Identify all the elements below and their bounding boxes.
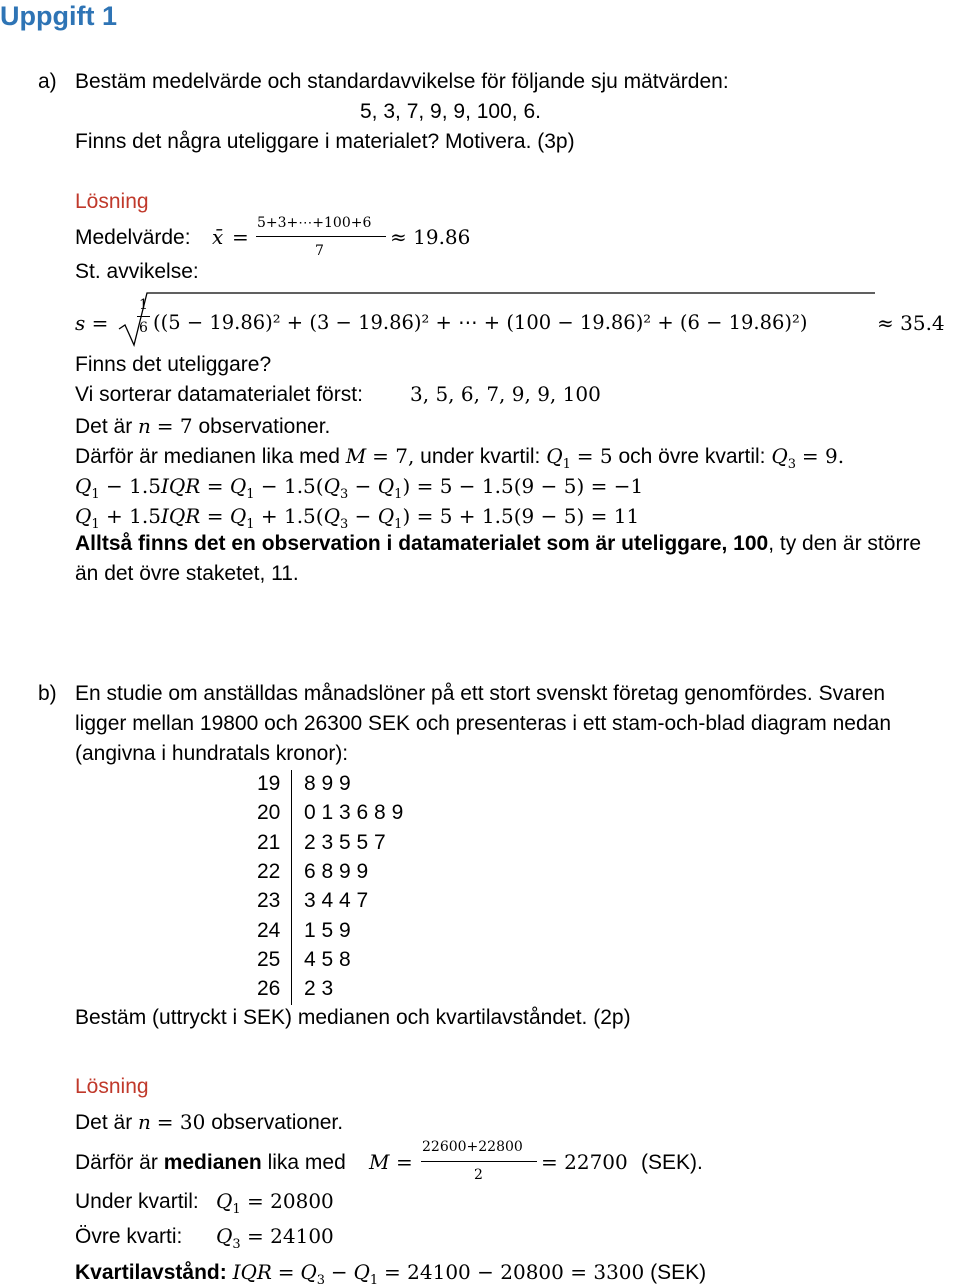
leaf-values: 4 5 8 [304, 948, 351, 971]
sorted-text: Vi sorterar datamaterialet först: [75, 383, 363, 406]
std-frac-num: 1 [139, 297, 148, 313]
solution-heading-a: Lösning [75, 190, 149, 213]
stem-leaf-divider [291, 770, 292, 1005]
lower-quartile-value: $Q_1 = 20800$ [216, 1189, 334, 1217]
part-a-question: Bestäm medelvärde och standardavvikelse för följande sju mätvärden: [75, 70, 729, 93]
mean-denominator: 7 [315, 243, 324, 259]
mean-var: x̄ [212, 225, 224, 249]
stem-value: 20 [257, 801, 281, 824]
page-title: Uppgift 1 [0, 1, 117, 31]
lower-quartile-label: Under kvartil: [75, 1190, 199, 1213]
leaf-values: 2 3 [304, 977, 334, 1000]
leaf-values: 2 3 5 5 7 [304, 831, 386, 854]
median-denominator-b: 2 [474, 1167, 483, 1183]
std-result: ≈ 35.4 [877, 311, 945, 335]
std-frac-den: 6 [139, 320, 148, 336]
mean-label: Medelvärde: [75, 226, 191, 249]
part-b-task: Bestäm (uttryckt i SEK) medianen och kvartilavståndet. (2p) [75, 1006, 631, 1029]
conclusion-a: Alltså finns det en observation i datamaterialet som är uteliggare, 100, ty den är större [75, 532, 922, 555]
std-s: s = [75, 311, 109, 335]
median-text-b: Därför är medianen lika med [75, 1151, 346, 1174]
stem-value: 25 [257, 948, 281, 971]
part-a-label: a) [38, 70, 57, 93]
mean-numerator: 5+3+⋯+100+6 [257, 215, 372, 231]
upper-quartile-label: Övre kvarti: [75, 1225, 183, 1248]
median-quartiles-a: Därför är medianen lika med M = 7, under kvartil: $Q_1 = 5$ och övre kvartil: $Q_3 = 9$. [75, 444, 845, 472]
outlier-question: Finns det uteliggare? [75, 353, 272, 376]
stem-value: 21 [257, 831, 281, 854]
stem-value: 19 [257, 772, 281, 795]
part-a-values: 5, 3, 7, 9, 9, 100, 6. [360, 100, 541, 123]
median-var-b: M [369, 1150, 390, 1174]
std-fraction-line [137, 316, 150, 317]
n-observations-a: Det är n = 7 observationer. [75, 414, 331, 438]
median-numerator-b: 22600+22800 [422, 1139, 523, 1155]
leaf-values: 3 4 4 7 [304, 889, 369, 912]
leaf-values: 1 5 9 [304, 919, 351, 942]
mean-result: ≈ 19.86 [390, 225, 471, 249]
part-b-question-2: ligger mellan 19800 och 26300 SEK och presenteras i ett stam-och-blad diagram nedan [75, 712, 891, 735]
n-observations-b: Det är n = 30 observationer. [75, 1110, 344, 1134]
stem-value: 23 [257, 889, 281, 912]
median-eq-b: = [396, 1150, 413, 1174]
conclusion-a-line-2: än det övre staketet, 11. [75, 562, 299, 585]
stem-value: 22 [257, 860, 281, 883]
stem-value: 24 [257, 919, 281, 942]
part-b-label: b) [38, 682, 57, 705]
part-a-question-2: Finns det några uteliggare i materialet? Motivera. (3p) [75, 130, 575, 153]
leaf-values: 0 1 3 6 8 9 [304, 801, 404, 824]
mean-fraction-line [256, 236, 386, 237]
std-label: St. avvikelse: [75, 260, 199, 283]
median-unit-b: (SEK). [641, 1151, 703, 1174]
solution-heading-b: Lösning [75, 1075, 149, 1098]
part-b-question-1: En studie om anställdas månadslöner på ett stort svenskt företag genomfördes. Svaren [75, 682, 886, 705]
leaf-values: 8 9 9 [304, 772, 351, 795]
upper-fence-line: $Q_1 + 1.5IQR = Q_1 + 1.5(Q_3 - Q_1) = 5 + 1.5(9 - 5) = 11$ [75, 504, 640, 532]
sorted-values: 3, 5, 6, 7, 9, 9, 100 [410, 382, 601, 406]
std-expression: ((5 − 19.86)² + (3 − 19.86)² + ⋯ + (100 − 19.86)² + (6 − 19.86)²) [153, 311, 808, 334]
median-fraction-line-b [421, 1161, 537, 1162]
upper-quartile-value: $Q_3 = 24100$ [216, 1224, 334, 1252]
iqr-line: Kvartilavstånd: IQR = $Q_3 - Q_1 = 24100 - 20800 = 3300$ (SEK) [75, 1260, 707, 1288]
median-result-b: = 22700 [541, 1150, 628, 1174]
stem-value: 26 [257, 977, 281, 1000]
mean-eq: = [232, 225, 249, 249]
lower-fence-line: $Q_1 - 1.5IQR = Q_1 - 1.5(Q_3 - Q_1) = 5 - 1.5(9 - 5) = -1$ [75, 474, 644, 502]
part-b-question-3: (angivna i hundratals kronor): [75, 742, 349, 765]
leaf-values: 6 8 9 9 [304, 860, 369, 883]
